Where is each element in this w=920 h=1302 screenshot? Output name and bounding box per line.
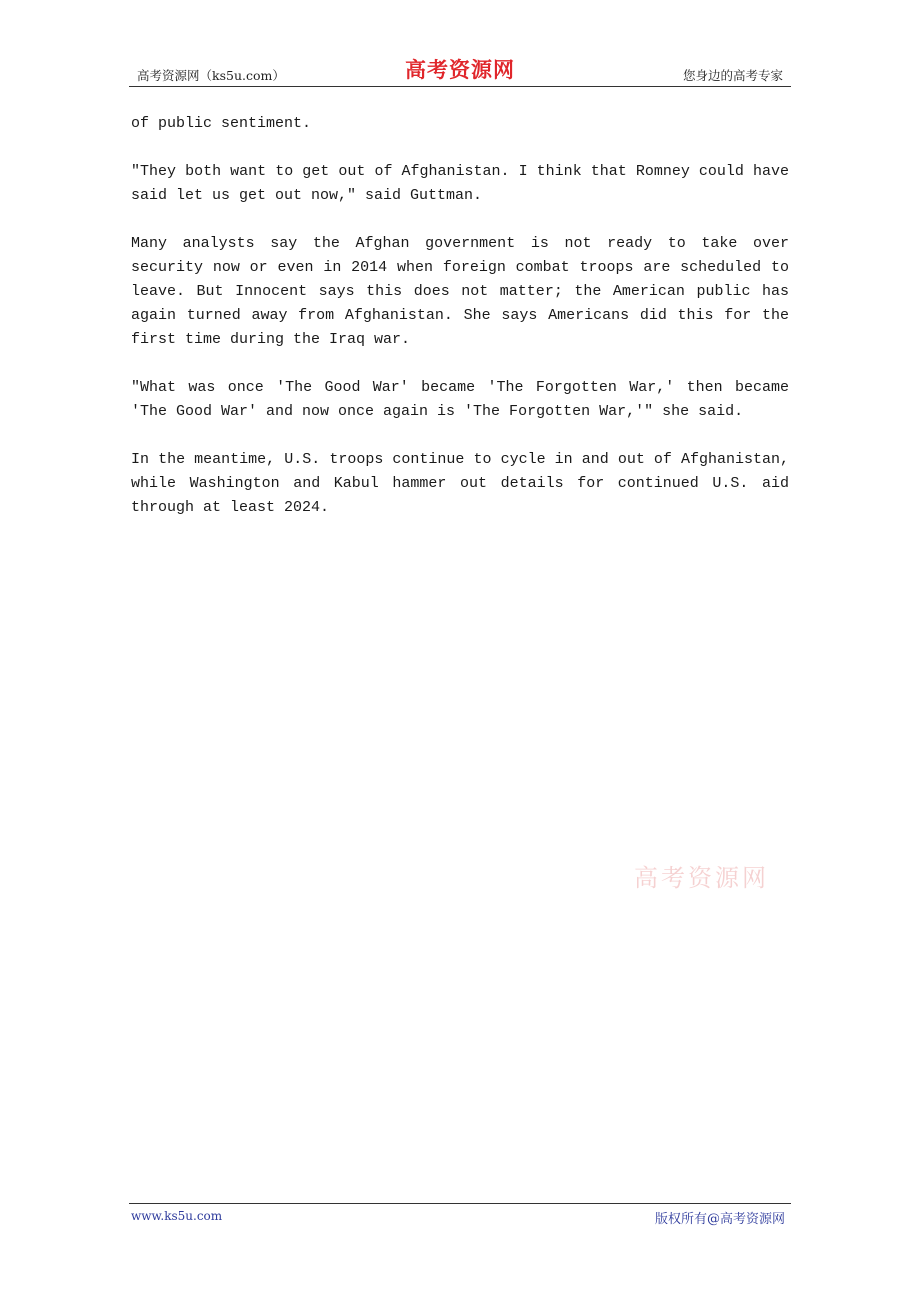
header-slogan: 您身边的高考专家 — [682, 68, 783, 83]
paragraph-1: of public sentiment. — [131, 115, 312, 132]
article-body — [131, 112, 789, 544]
header-site-name: 高考资源网（ks5u.com） — [137, 68, 285, 83]
header-divider — [129, 86, 791, 87]
paragraph-3: Many analysts say the Afghan government is not ready to take over security now or even in 2014 when foreign combat troops are scheduled to leave. But Innocent says this does not matter; the American public has again turned away from Afghanistan. She says Americans did this for the first time during the Iraq war. — [131, 235, 789, 348]
page-header — [129, 54, 791, 87]
paragraph-5: In the meantime, U.S. troops continue to cycle in and out of Afghanistan, while Washington and Kabul hammer out details for continued U.S. aid through at least 2024. — [131, 451, 789, 516]
header-logo: 高考资源网 — [405, 57, 515, 82]
paragraph-2: "They both want to get out of Afghanistan. I think that Romney could have said let us get out now," said Guttman. — [131, 163, 789, 204]
footer-divider — [129, 1203, 791, 1204]
page-footer — [129, 1203, 791, 1227]
watermark-logo: 高考资源网 — [634, 864, 769, 892]
footer-link[interactable]: www.ks5u.com — [131, 1209, 223, 1223]
footer-copyright: 版权所有@高考资源网 — [654, 1212, 785, 1227]
paragraph-4: "What was once 'The Good War' became 'The Forgotten War,' then became 'The Good War' and now once again is 'The Forgotten War,'" she said. — [131, 379, 789, 420]
